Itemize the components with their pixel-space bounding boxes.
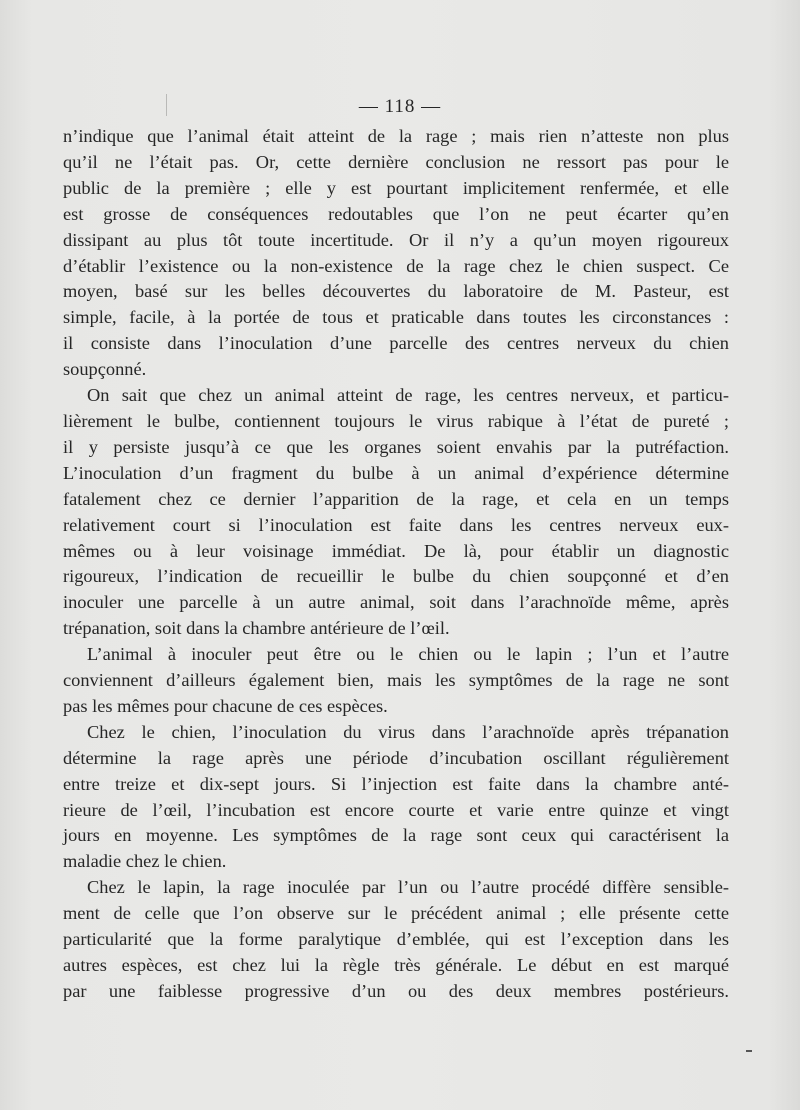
text-line: relativement court si l’inoculation est faite dans les centres nerveux eux- <box>63 514 729 535</box>
text-line: il y persiste jusqu’à ce que les organes soient envahis par la putréfaction. <box>63 436 729 457</box>
text-line: maladie chez le chien. <box>63 851 227 872</box>
text-line: entre treize et dix-sept jours. Si l’injection est faite dans la chambre anté- <box>63 773 729 794</box>
text-line: ment de celle que l’on observe sur le précédent animal ; elle présente cette <box>63 903 729 924</box>
text-line: conviennent d’ailleurs également bien, mais les symptômes de la rage ne sont <box>63 670 729 691</box>
page-body <box>63 124 729 1005</box>
text-line: est grosse de conséquences redoutables que l’on ne peut écarter qu’en <box>63 203 729 224</box>
text-line: Chez le lapin, la rage inoculée par l’un ou l’autre procédé diffère sensible- <box>87 877 729 898</box>
text-line: rieure de l’œil, l’incubation est encore courte et varie entre quinze et vingt <box>63 799 729 820</box>
scan-mark <box>746 1050 752 1052</box>
text-line: L’animal à inoculer peut être ou le chien ou le lapin ; l’un et l’autre <box>87 644 729 665</box>
text-line: pas les mêmes pour chacune de ces espèces. <box>63 695 388 716</box>
text-line: On sait que chez un animal atteint de rage, les centres nerveux, et particu- <box>87 385 729 406</box>
text-line: soupçonné. <box>63 359 147 380</box>
text-line: Chez le chien, l’inoculation du virus dans l’arachnoïde après trépanation <box>87 721 729 742</box>
text-line: par une faiblesse progressive d’un ou des deux membres postérieurs. <box>63 980 729 1001</box>
text-line: dissipant au plus tôt toute incertitude. Or il n’y a qu’un moyen rigoureux <box>63 229 729 250</box>
text-line: lièrement le bulbe, contiennent toujours le virus rabique à l’état de pureté ; <box>63 410 729 431</box>
text-line: simple, facile, à la portée de tous et praticable dans toutes les circonstances : <box>63 307 729 328</box>
text-line: d’établir l’existence ou la non-existence de la rage chez le chien suspect. Ce <box>63 255 729 276</box>
text-line: qu’il ne l’était pas. Or, cette dernière conclusion ne ressort pas pour le <box>63 151 729 172</box>
text-line: autres espèces, est chez lui la règle très générale. Le début en est marqué <box>63 955 729 975</box>
text-line: moyen, basé sur les belles découvertes du laboratoire de M. Pasteur, est <box>63 281 729 302</box>
text-line: il consiste dans l’inoculation d’une parcelle des centres nerveux du chien <box>63 333 729 354</box>
text-line: particularité que la forme paralytique d’emblée, qui est l’exception dans les <box>63 929 729 950</box>
page-number: — 118 — <box>358 96 442 117</box>
text-line: inoculer une parcelle à un autre animal, soit dans l’arachnoïde même, après <box>63 592 729 613</box>
text-line: mêmes ou à leur voisinage immédiat. De là, pour établir un diagnostic <box>63 540 729 561</box>
text-line: trépanation, soit dans la chambre antérieure de l’œil. <box>63 618 450 639</box>
text-line: rigoureux, l’indication de recueillir le bulbe du chien soupçonné et d’en <box>63 566 729 587</box>
text-line: L’inoculation d’un fragment du bulbe à un animal d’expérience détermine <box>63 462 729 483</box>
text-line: n’indique que l’animal était atteint de la rage ; mais rien n’atteste non plus <box>63 126 729 146</box>
text-line: détermine la rage après une période d’incubation oscillant régulièrement <box>63 747 729 768</box>
text-line: jours en moyenne. Les symptômes de la rage sont ceux qui caractérisent la <box>63 825 729 846</box>
text-line: public de la première ; elle y est pourtant implicitement renfermée, et elle <box>63 177 729 198</box>
text-line: fatalement chez ce dernier l’apparition de la rage, et cela en un temps <box>63 488 729 509</box>
